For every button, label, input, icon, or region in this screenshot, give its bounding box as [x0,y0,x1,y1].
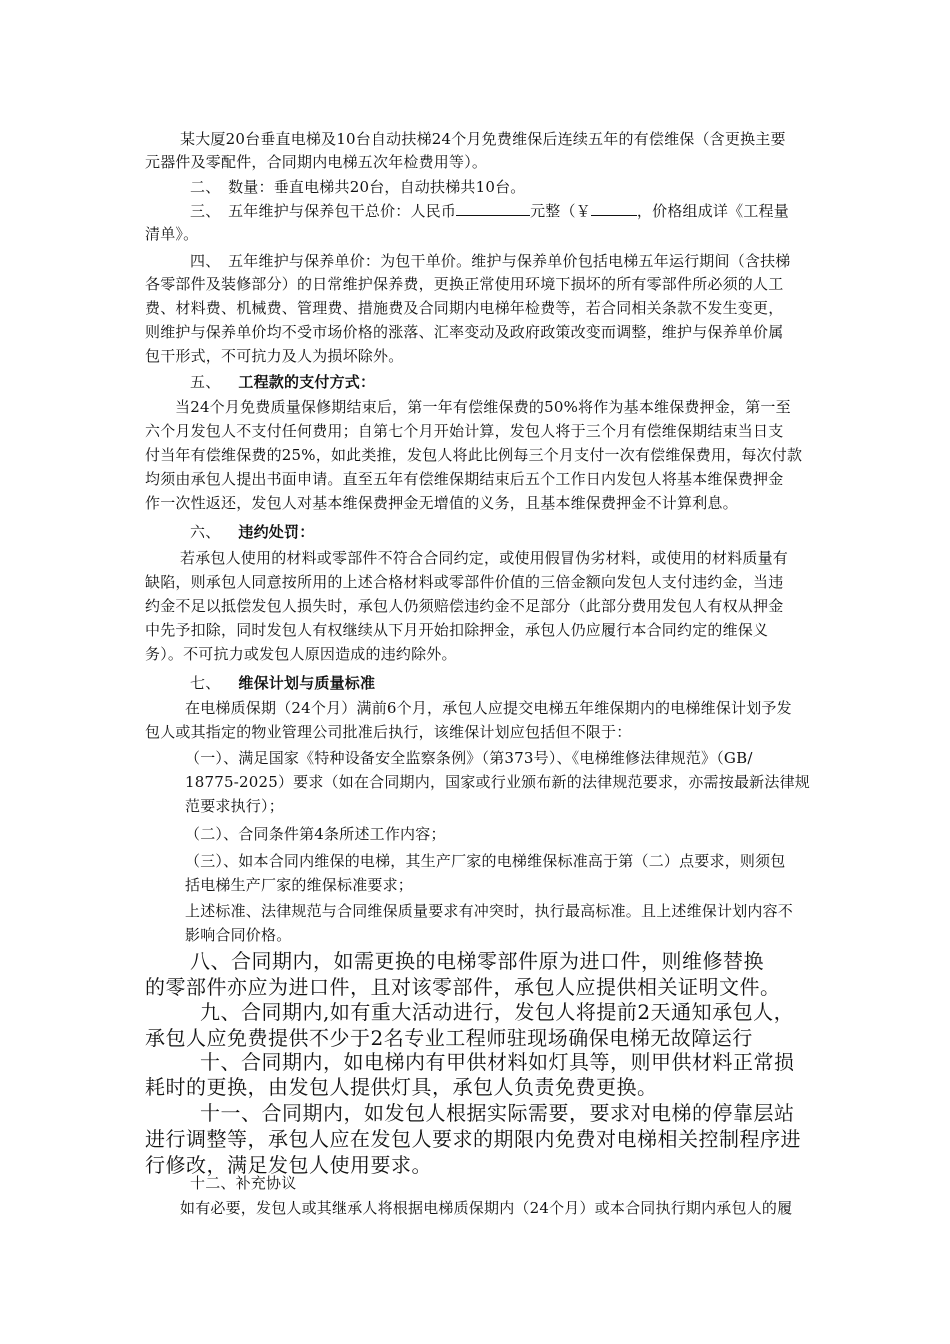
p3-line-2: 清单》。 [145,225,199,243]
p3-line-1 [190,200,789,222]
p11-line-1: 十一、合同期内，如发包人根据实际需要，要求对电梯的停靠层站 [200,1101,795,1125]
p6-line-5: 务）。不可抗力或发包人原因造成的违约除外。 [145,645,457,663]
p12-heading: 十二、补充协议 [190,1174,297,1192]
p1-line-1: 某大厦20台垂直电梯及10台自动扶梯24个月免费维保后连续五年的有偿维保（含更换主要 [180,130,786,148]
p7-heading [190,672,375,694]
p6-line-2: 缺陷，则承包人同意按所用的上述合格材料或零部件价值的三倍金额向发包人支付违约金，当违 [145,573,784,591]
p7-item-3-line-1: （三）、如本合同内维保的电梯，其生产厂家的电梯维保标准高于第（二）点要求，则须包 [185,852,786,870]
p6-line-4: 中先予扣除，同时发包人有权继续从下月开始扣除押金，承包人仍应履行本合同约定的维保义 [145,621,769,639]
p8-line-2: 的零部件亦应为进口件，且对该零部件，承包人应提供相关证明文件。 [145,975,781,999]
p9-line-1: 九、合同期内,如有重大活动进行，发包人将提前2天通知承包人， [200,1000,795,1024]
p7-item-1-line-1: （一）、满足国家《特种设备安全监察条例》（第373号）、《电梯维修法律规范》（GB/ [185,749,753,767]
p4-line-1: 四、 五年维护与保养单价：为包干单价。维护与保养单价包括电梯五年运行期间（含扶梯 [190,252,791,270]
p10-line-1: 十、合同期内，如电梯内有甲供材料如灯具等，则甲供材料正常损 [200,1050,795,1074]
p8-line-1: 八、合同期内，如需更换的电梯零部件原为进口件，则维修替换 [190,949,764,973]
p5-line-5: 作一次性返还，发包人对基本维保费押金无增值的义务，且基本维保费押金不计算利息。 [145,494,738,512]
p7-item-2: （二）、合同条件第4条所述工作内容； [185,825,446,843]
p4-line-4: 则维护与保养单价均不受市场价格的涨落、汇率变动及政府政策改变而调整，维护与保养单价属 [145,323,784,341]
p5-line-2: 六个月发包人不支付任何费用；自第七个月开始计算，发包人将于三个月有偿维保期结束当日支 [145,422,784,440]
p7-note-line-2: 影响合同价格。 [185,926,292,944]
total-price-number-blank[interactable] [591,201,637,216]
p3-prefix: 三、 五年维护与保养包干总价：人民币 [190,202,457,220]
p6-line-1: 若承包人使用的材料或零部件不符合合同约定，或使用假冒伪劣材料，或使用的材料质量有 [180,549,789,567]
p12-line-1: 如有必要，发包人或其继承人将根据电梯质保期内（24个月）或本合同执行期内承包人的履 [180,1199,793,1217]
p7-item-1-line-3: 范要求执行）； [185,797,284,815]
p5-line-3: 付当年有偿维保费的25%，如此类推，发包人将此比例每三个月支付一次有偿维保费用，每次付款 [145,446,803,464]
p3-middle: 元整（￥ [530,202,591,220]
p4-line-5: 包干形式，不可抗力及人为损坏除外。 [145,347,404,365]
p2-quantity: 二、 数量：垂直电梯共20台，自动扶梯共10台。 [190,178,526,196]
p7-heading-number: 七、 [190,674,221,692]
p7-note-line-1: 上述标准、法律规范与合同维保质量要求有冲突时，执行最高标准。且上述维保计划内容不 [185,902,794,920]
p5-line-4: 均须由承包人提出书面申请。直至五年有偿维保期结束后五个工作日内发包人将基本维保费押金 [145,470,784,488]
p6-line-3: 约金不足以抵偿发包人损失时，承包人仍须赔偿违约金不足部分（此部分费用发包人有权从押金 [145,597,784,615]
p4-line-3: 费、材料费、机械费、管理费、措施费及合同期内电梯年检费等，若合同相关条款不发生变更， [145,299,784,317]
p7-heading-text: 维保计划与质量标准 [238,674,376,692]
p9-line-2: 承包人应免费提供不少于2名专业工程师驻现场确保电梯无故障运行 [145,1026,753,1050]
p4-line-2: 各零部件及装修部分）的日常维护保养费，更换正常使用环境下损坏的所有零部件所必须的人工 [145,275,784,293]
p6-heading-number: 六、 [190,523,221,541]
p3-suffix: ，价格组成详《工程量 [636,202,789,220]
p11-line-2: 进行调整等，承包人应在发包人要求的期限内免费对电梯相关控制程序进 [145,1127,801,1151]
p7-item-1-line-2: 18775-2025）要求（如在合同期内，国家或行业颁布新的法律规范要求，亦需按最新法律规 [185,773,810,791]
p7-line-2: 包人或其指定的物业管理公司批准后执行，该维保计划应包括但不限于： [145,723,632,741]
p7-line-1: 在电梯质保期（24个月）满前6个月，承包人应提交电梯五年维保期内的电梯维保计划予发 [185,699,792,717]
p5-heading-number: 五、 [190,373,221,391]
total-price-blank[interactable] [456,201,530,216]
p5-heading-text: 工程款的支付方式： [238,373,376,391]
p5-heading [190,371,375,393]
p11-line-3: 行修改，满足发包人使用要求。 [145,1153,432,1177]
p6-heading [190,521,314,543]
p6-heading-text: 违约处罚： [238,523,315,541]
p7-item-3-line-2: 括电梯生产厂家的维保标准要求； [185,876,414,894]
p1-line-2: 元器件及零配件，合同期内电梯五次年检费用等）。 [145,153,488,171]
p10-line-2: 耗时的更换，由发包人提供灯具，承包人负责免费更换。 [145,1075,658,1099]
p5-line-1: 当24个月免费质量保修期结束后，第一年有偿维保费的50%将作为基本维保费押金，第一至 [175,398,791,416]
